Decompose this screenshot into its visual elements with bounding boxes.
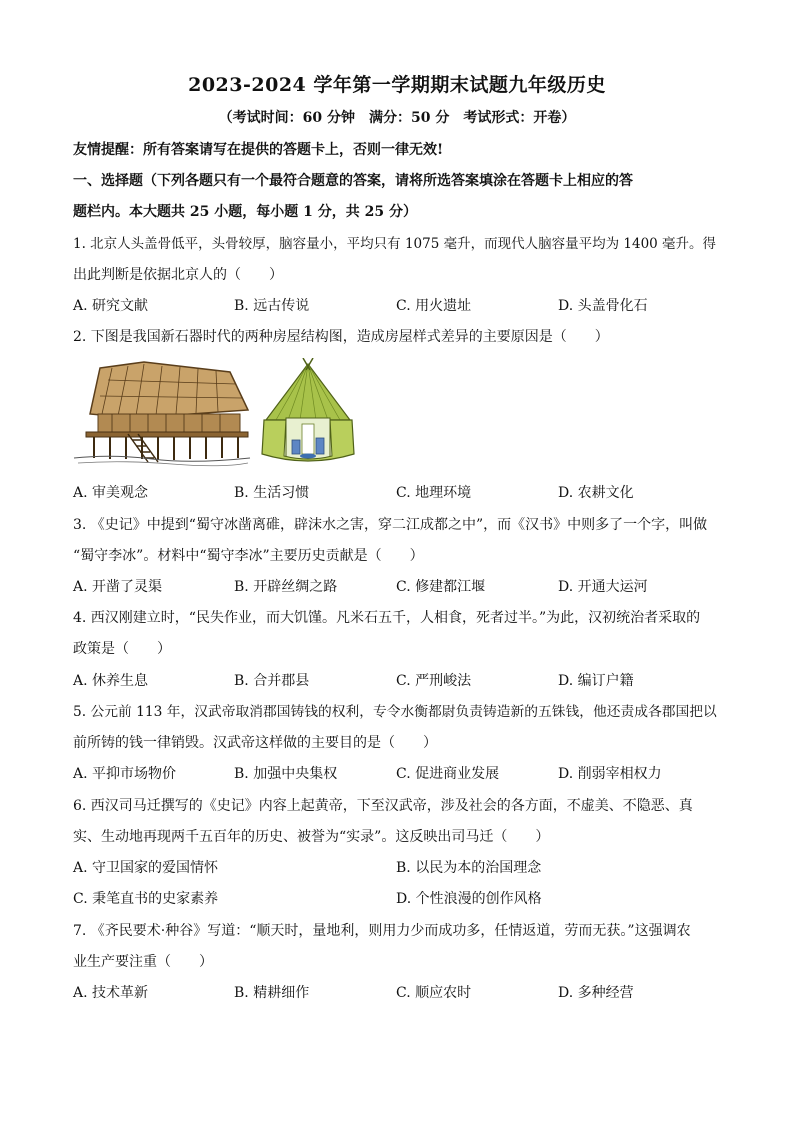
question-6-option-a: A. 守卫国家的爱国情怀 bbox=[73, 860, 219, 876]
question-6-option-b: B. 以民为本的治国理念 bbox=[396, 860, 542, 876]
question-5-option-c: C. 促进商业发展 bbox=[396, 766, 500, 782]
question-4-line2: 政策是（ ） bbox=[73, 641, 171, 657]
question-4-option-b: B. 合并郡县 bbox=[234, 673, 310, 689]
section-heading-line2: 题栏内。本大题共 25 小题，每小题 1 分，共 25 分） bbox=[73, 204, 417, 220]
question-1-line2: 出此判断是依据北京人的（ ） bbox=[73, 267, 283, 283]
question-3-line2: “蜀守李冰”。材料中“蜀守李冰”主要历史贡献是（ ） bbox=[73, 548, 424, 564]
question-5-option-d: D. 削弱宰相权力 bbox=[558, 766, 662, 782]
question-2-option-c: C. 地理环境 bbox=[396, 485, 472, 501]
question-4-option-c: C. 严刑峻法 bbox=[396, 673, 472, 689]
question-3-option-c: C. 修建都江堰 bbox=[396, 579, 486, 595]
question-4-option-d: D. 编订户籍 bbox=[558, 673, 634, 689]
question-4-line1: 4. 西汉刚建立时，“民失作业，而大饥馑。凡米石五千，人相食，死者过半。”为此，汉初统治者采取的 bbox=[73, 610, 701, 626]
question-7-option-b: B. 精耕细作 bbox=[234, 985, 310, 1001]
question-3-option-a: A. 开凿了灵渠 bbox=[73, 579, 163, 595]
question-1-option-d: D. 头盖骨化石 bbox=[558, 298, 648, 314]
question-6-line2: 实、生动地再现两千五百年的历史、被誉为“实录”。这反映出司马迁（ ） bbox=[73, 829, 550, 845]
question-5-line1: 5. 公元前 113 年，汉武帝取消郡国铸钱的权利，专令水衡都尉负责铸造新的五铢钱，他还责成各郡国把以 bbox=[73, 704, 717, 720]
question-5-line2: 前所铸的钱一律销毁。汉武帝这样做的主要目的是（ ） bbox=[73, 735, 437, 751]
question-7-line1: 7. 《齐民要术·种谷》写道：“顺天时，量地利，则用力少而成功多，任情返道，劳而无获。”这强调农 bbox=[73, 923, 691, 939]
question-6-option-d: D. 个性浪漫的创作风格 bbox=[396, 891, 542, 907]
question-3-option-b: B. 开辟丝绸之路 bbox=[234, 579, 338, 595]
question-6-line1: 6. 西汉司马迁撰写的《史记》内容上起黄帝，下至汉武帝，涉及社会的各方面，不虚美、不隐恶、真 bbox=[73, 798, 693, 814]
stilt-house-illustration bbox=[74, 362, 250, 466]
question-7-option-d: D. 多种经营 bbox=[558, 985, 634, 1001]
question-4-option-a: A. 休养生息 bbox=[73, 673, 149, 689]
question-5-option-b: B. 加强中央集权 bbox=[234, 766, 338, 782]
question-2-option-a: A. 审美观念 bbox=[73, 485, 149, 501]
exam-title: 2023-2024 学年第一学期期末试题九年级历史 bbox=[188, 74, 606, 96]
question-1-option-c: C. 用火遗址 bbox=[396, 298, 472, 314]
exam-subtitle: （考试时间：60 分钟 满分：50 分 考试形式：开卷） bbox=[218, 110, 576, 126]
section-heading-line1: 一、选择题（下列各题只有一个最符合题意的答案，请将所选答案填涂在答题卡上相应的答 bbox=[73, 173, 633, 189]
notice: 友情提醒：所有答案请写在提供的答题卡上，否则一律无效! bbox=[73, 142, 444, 158]
question-1-option-b: B. 远古传说 bbox=[234, 298, 310, 314]
house-structure-figure bbox=[72, 358, 362, 470]
question-7-option-a: A. 技术革新 bbox=[73, 985, 149, 1001]
question-2-option-b: B. 生活习惯 bbox=[234, 485, 310, 501]
question-7-option-c: C. 顺应农时 bbox=[396, 985, 472, 1001]
question-2-option-d: D. 农耕文化 bbox=[558, 485, 634, 501]
question-1-line1: 1. 北京人头盖骨低平，头骨较厚，脑容量小，平均只有 1075 毫升，而现代人脑容量平均为 1400 毫升。得 bbox=[73, 236, 717, 252]
question-6-option-c: C. 秉笔直书的史家素养 bbox=[73, 891, 219, 907]
question-5-option-a: A. 平抑市场物价 bbox=[73, 766, 177, 782]
question-7-line2: 业生产要注重（ ） bbox=[73, 954, 213, 970]
round-house-illustration bbox=[262, 358, 354, 461]
question-3-line1: 3. 《史记》中提到“蜀守冰凿离碓，辟沫水之害，穿二江成都之中”，而《汉书》中则多了一个字，叫做 bbox=[73, 517, 708, 533]
question-1-option-a: A. 研究文献 bbox=[73, 298, 149, 314]
question-2-line1: 2. 下图是我国新石器时代的两种房屋结构图，造成房屋样式差异的主要原因是（ ） bbox=[73, 329, 609, 345]
question-3-option-d: D. 开通大运河 bbox=[558, 579, 648, 595]
